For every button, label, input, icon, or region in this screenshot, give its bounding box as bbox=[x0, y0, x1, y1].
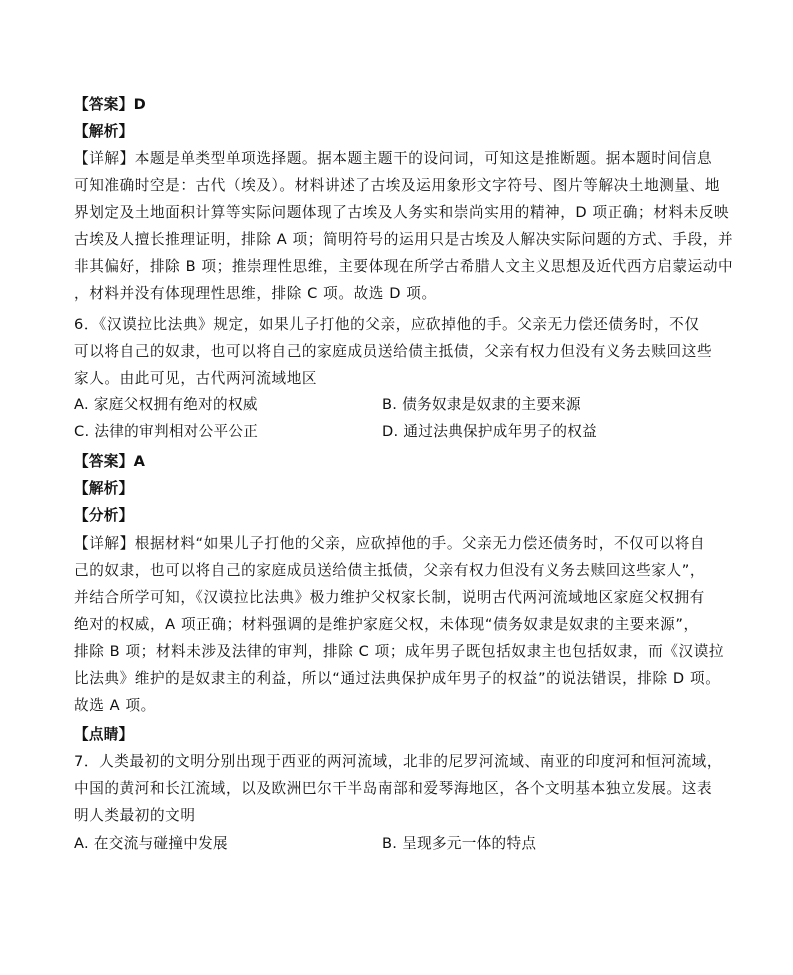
q5-answer-line bbox=[74, 95, 146, 115]
q6-detail-line: 排除 B 项；材料未涉及法律的审判，排除 C 项；成年男子既包括奴隶主也包括奴隶，而《汉谟拉 bbox=[74, 643, 725, 660]
q7-stem-line: 7．人类最初的文明分别出现于西亚的两河流域，北非的尼罗河流域、南亚的印度河和恒河流域， bbox=[74, 753, 723, 770]
q6-detail-line: 故选 A 项。 bbox=[74, 697, 156, 714]
q5-detail-line: 古埃及人擅长推理证明，排除 A 项；简明符号的运用只是古埃及人解决实际问题的方式、手段，并 bbox=[74, 231, 734, 248]
q5-detail-line: 可知准确时空是：古代（埃及）。材料讲述了古埃及运用象形文字符号、图片等解决土地测量、地 bbox=[74, 177, 721, 194]
q6-detail-line: 并结合所学可知，《汉谟拉比法典》极力维护父权家长制，说明古代两河流域地区家庭父权拥有 bbox=[74, 589, 705, 606]
q6-detail-paragraph bbox=[74, 530, 724, 719]
q6-option-d: D. 通过法典保护成年男子的权益 bbox=[382, 423, 598, 440]
q5-analysis-tag: 【解析】 bbox=[74, 123, 134, 140]
q6-option-a: A. 家庭父权拥有绝对的权威 bbox=[74, 396, 258, 413]
q6-stem-line: 家人。由此可见，古代两河流域地区 bbox=[74, 370, 318, 387]
answer-value: A bbox=[133, 453, 146, 470]
q7-stem-line: 中国的黄河和长江流域，以及欧洲巴尔干半岛南部和爱琴海地区，各个文明基本独立发展。这表 bbox=[74, 780, 713, 797]
q6-fenxi-tag: 【分析】 bbox=[74, 507, 134, 524]
q5-detail-line: 【详解】本题是单类型单项选择题。据本题主题干的设问词，可知这是推断题。据本题时间信息 bbox=[74, 150, 713, 167]
q7-option-a: A. 在交流与碰撞中发展 bbox=[74, 835, 228, 852]
q6-answer-line bbox=[74, 452, 145, 472]
q6-option-c: C. 法律的审判相对公平公正 bbox=[74, 423, 259, 440]
q6-stem bbox=[74, 311, 724, 392]
q6-option-b: B. 债务奴隶是奴隶的主要来源 bbox=[382, 396, 581, 413]
q7-stem-line: 明人类最初的文明 bbox=[74, 807, 196, 824]
q5-detail-line: 界划定及土地面积计算等实际问题体现了古埃及人务实和崇尚实用的精神，D 项正确；材料未反映 bbox=[74, 204, 730, 221]
q5-detail-paragraph bbox=[74, 145, 734, 307]
q6-stem-line: 可以将自己的奴隶，也可以将自己的家庭成员送给债主抵债，父亲有权力但没有义务去赎回这些 bbox=[74, 343, 713, 360]
answer-tag: 【答案】 bbox=[74, 453, 134, 470]
q7-option-b: B. 呈现多元一体的特点 bbox=[382, 835, 537, 852]
q6-detail-line: 【详解】根据材料“如果儿子打他的父亲，应砍掉他的手。父亲无力偿还债务时，不仅可以将自 bbox=[74, 535, 706, 552]
q5-detail-line: 非其偏好，排除 B 项；推崇理性思维，主要体现在所学古希腊人文主义思想及近代西方启蒙运动中 bbox=[74, 258, 734, 275]
q7-stem bbox=[74, 748, 724, 829]
q6-detail-line: 己的奴隶，也可以将自己的家庭成员送给债主抵债，父亲有权力但没有义务去赎回这些家人”， bbox=[74, 562, 706, 579]
answer-value: D bbox=[133, 96, 146, 113]
q5-detail-line: ，材料并没有体现理性思维，排除 C 项。故选 D 项。 bbox=[74, 285, 437, 302]
q6-detail-line: 绝对的权威，A 项正确；材料强调的是维护家庭父权，未体现“债务奴隶是奴隶的主要来源”， bbox=[74, 616, 699, 633]
q6-stem-line: 6．《汉谟拉比法典》规定，如果儿子打他的父亲，应砍掉他的手。父亲无力偿还债务时，不仅 bbox=[74, 316, 700, 333]
q6-dianjing-tag: 【点睛】 bbox=[74, 726, 134, 743]
answer-tag: 【答案】 bbox=[74, 96, 134, 113]
q6-detail-line: 比法典》维护的是奴隶主的利益，所以“通过法典保护成年男子的权益”的说法错误，排除 D 项。 bbox=[74, 670, 721, 687]
q6-analysis-tag: 【解析】 bbox=[74, 480, 134, 497]
